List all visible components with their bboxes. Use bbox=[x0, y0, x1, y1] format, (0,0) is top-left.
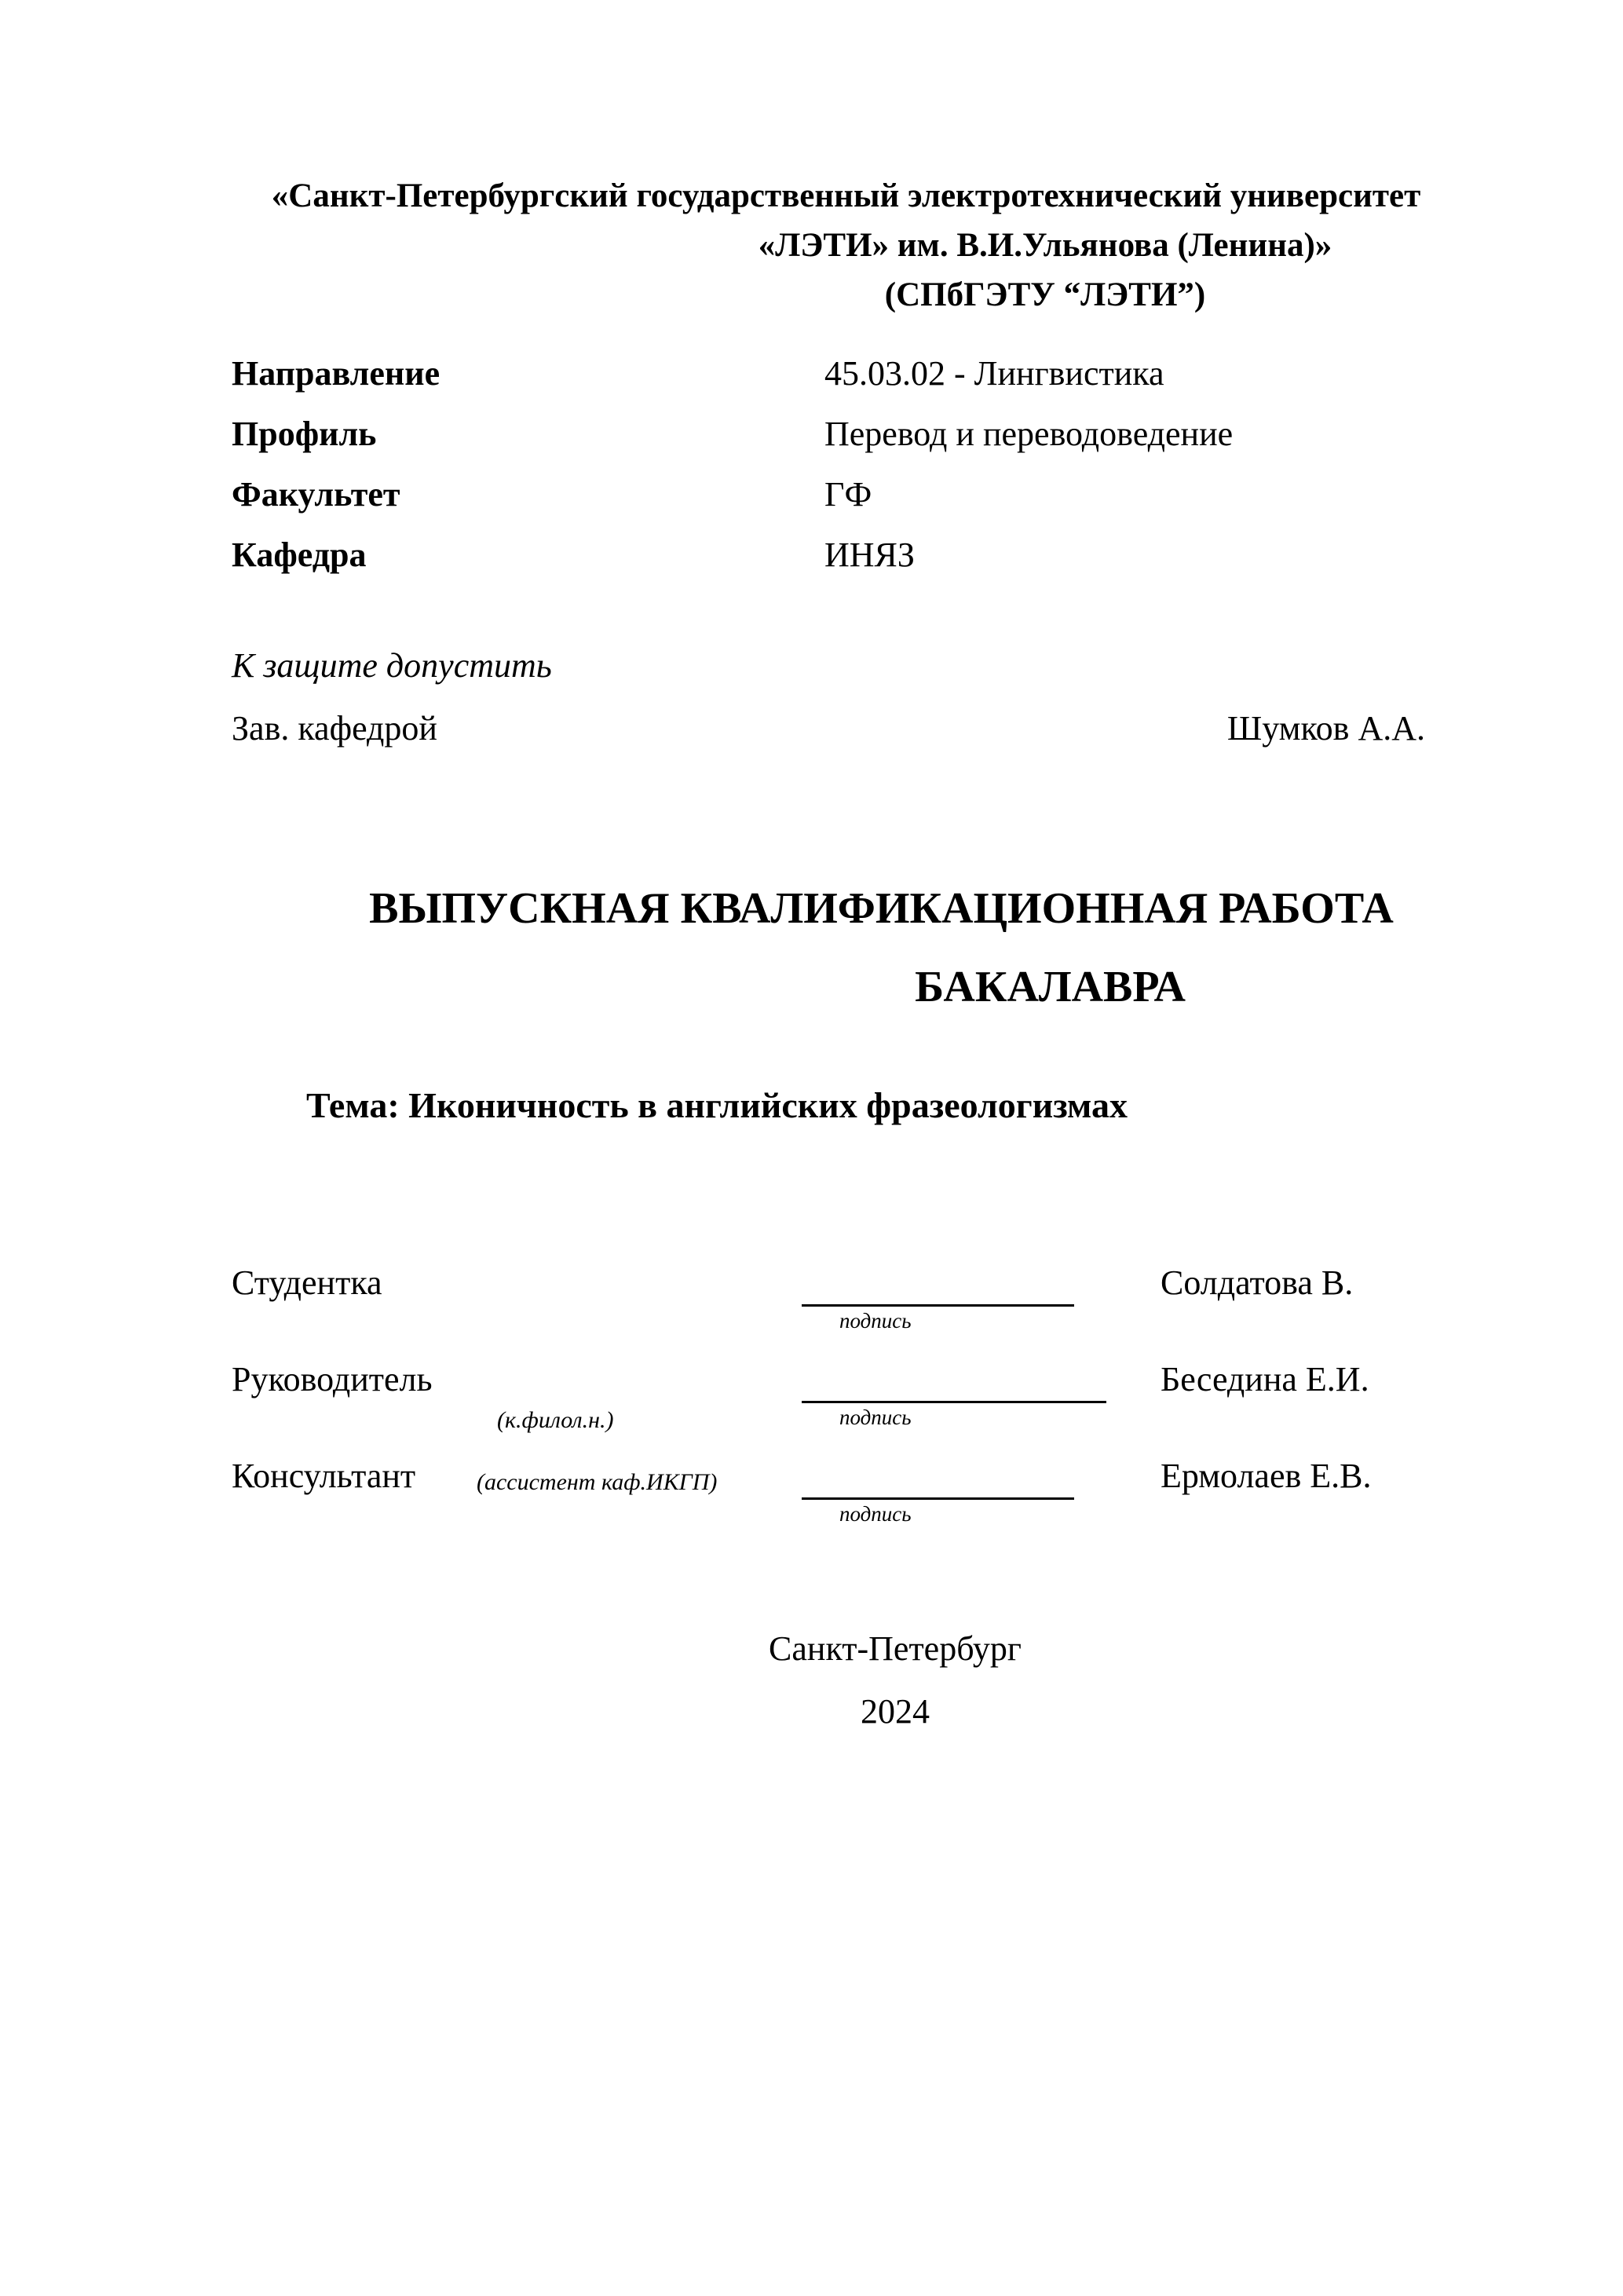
supervisor-name: Беседина Е.И. bbox=[1161, 1360, 1369, 1398]
admission-section bbox=[232, 648, 1460, 747]
direction-value: 45.03.02 - Лингвистика bbox=[824, 354, 1164, 393]
footer-city: Санкт-Петербург bbox=[769, 1629, 1022, 1668]
student-name: Солдатова В. bbox=[1161, 1263, 1354, 1302]
consultant-signature-block bbox=[802, 1458, 1074, 1526]
work-title bbox=[232, 884, 1460, 1011]
supervisor-signature-block bbox=[802, 1362, 1106, 1429]
student-role-label: Студентка bbox=[232, 1263, 382, 1302]
footer-year: 2024 bbox=[861, 1692, 930, 1731]
footer-section bbox=[330, 1629, 1460, 1731]
consultant-role-label: Консультант bbox=[232, 1457, 416, 1495]
signature-row-student bbox=[232, 1265, 1460, 1362]
signature-section bbox=[232, 1265, 1460, 1555]
head-of-department-row bbox=[232, 711, 1460, 747]
work-title-line1: ВЫПУСКНАЯ КВАЛИФИКАЦИОННАЯ РАБОТА bbox=[369, 884, 1394, 933]
consultant-signature-caption: подпись bbox=[839, 1502, 912, 1526]
supervisor-qualifier: (к.филол.н.) bbox=[497, 1407, 614, 1433]
department-value: ИНЯЗ bbox=[824, 536, 915, 574]
head-of-department-name: Шумков А.А. bbox=[1226, 709, 1425, 748]
admission-note: К защите допустить bbox=[232, 646, 552, 685]
university-header bbox=[232, 171, 1460, 320]
student-signature-caption: подпись bbox=[839, 1309, 912, 1333]
consultant-qualifier: (ассистент каф.ИКГП) bbox=[477, 1469, 718, 1495]
direction-label: Направление bbox=[232, 354, 440, 393]
signature-row-supervisor bbox=[232, 1362, 1460, 1458]
faculty-label: Факультет bbox=[232, 475, 400, 514]
program-info-section bbox=[232, 356, 1460, 573]
university-name-line2: «ЛЭТИ» им. В.И.Ульянова (Ленина)» bbox=[758, 227, 1332, 264]
consultant-signature-line bbox=[802, 1458, 1074, 1500]
thesis-theme: Тема: Иконичность в английских фразеологизмах bbox=[306, 1085, 1128, 1125]
department-label: Кафедра bbox=[232, 536, 367, 574]
profile-label: Профиль bbox=[232, 415, 377, 453]
consultant-name: Ермолаев Е.В. bbox=[1161, 1457, 1372, 1495]
supervisor-signature-line bbox=[802, 1362, 1106, 1403]
head-of-department-label: Зав. кафедрой bbox=[232, 709, 437, 748]
info-row-profile bbox=[232, 416, 1460, 452]
student-signature-block bbox=[802, 1265, 1074, 1333]
university-abbreviation: (СПбГЭТУ “ЛЭТИ”) bbox=[884, 276, 1206, 313]
info-row-faculty bbox=[232, 477, 1460, 513]
info-row-department bbox=[232, 537, 1460, 573]
faculty-value: ГФ bbox=[824, 475, 872, 514]
work-title-line2: БАКАЛАВРА bbox=[915, 963, 1186, 1011]
supervisor-role-label: Руководитель bbox=[232, 1360, 433, 1398]
university-name-line1: «Санкт-Петербургский государственный электротехнический университет bbox=[271, 177, 1421, 214]
info-row-direction bbox=[232, 356, 1460, 392]
supervisor-signature-caption: подпись bbox=[839, 1406, 912, 1429]
profile-value: Перевод и переводоведение bbox=[824, 415, 1234, 453]
signature-row-consultant bbox=[232, 1458, 1460, 1555]
student-signature-line bbox=[802, 1265, 1074, 1307]
